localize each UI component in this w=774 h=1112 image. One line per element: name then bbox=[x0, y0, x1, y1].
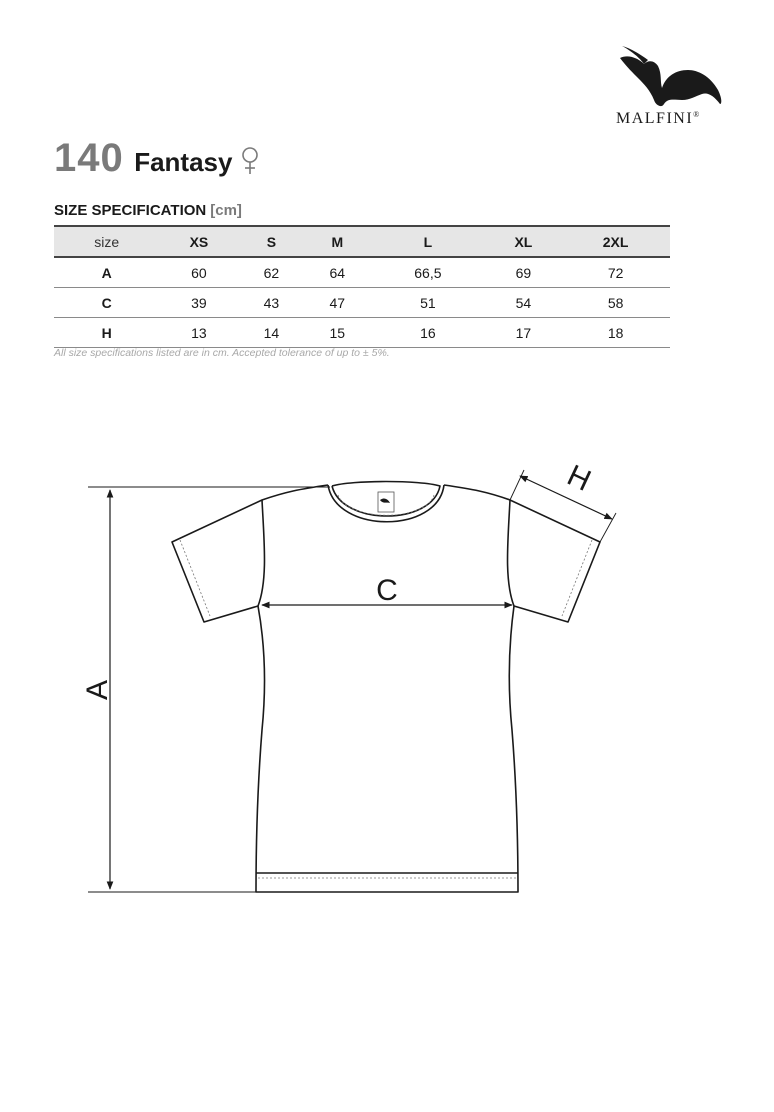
size-header-cell: S bbox=[266, 233, 277, 250]
neck-label-icon bbox=[378, 492, 394, 512]
female-symbol-icon bbox=[241, 147, 259, 180]
table-cell: 39 bbox=[191, 294, 207, 311]
row-label: H bbox=[101, 324, 112, 341]
table-row bbox=[54, 288, 670, 318]
stitching-lines bbox=[180, 495, 592, 878]
table-cell: 15 bbox=[329, 324, 346, 341]
table-cell: 16 bbox=[420, 324, 436, 341]
dimension-c-label: C bbox=[376, 574, 398, 607]
spec-heading: SIZE SPECIFICATION [cm] bbox=[54, 202, 242, 219]
table-row bbox=[54, 257, 670, 288]
table-cell: 17 bbox=[515, 324, 532, 341]
row-label: C bbox=[101, 294, 112, 311]
table-cell: 14 bbox=[263, 324, 280, 341]
size-header-cell: 2XL bbox=[602, 233, 629, 250]
table-cell: 69 bbox=[515, 264, 532, 281]
table-cell: 43 bbox=[263, 294, 280, 311]
size-table bbox=[54, 225, 670, 348]
size-header-label: size bbox=[94, 233, 120, 250]
dimension-h-label: H bbox=[562, 458, 596, 498]
table-cell: 62 bbox=[263, 264, 280, 281]
tolerance-note: All size specifications listed are in cm. Accepted tolerance of up to ± 5%. bbox=[54, 347, 390, 359]
tshirt-diagram bbox=[0, 440, 774, 910]
product-code: 140 bbox=[54, 136, 124, 180]
table-cell: 47 bbox=[329, 294, 346, 311]
size-header-cell: L bbox=[423, 233, 433, 250]
table-cell: 54 bbox=[515, 294, 532, 311]
dimension-a-label: A bbox=[81, 679, 114, 701]
table-cell: 58 bbox=[607, 294, 624, 311]
table-cell: 13 bbox=[191, 324, 207, 341]
eagle-logo-icon bbox=[618, 44, 724, 108]
tshirt-outline bbox=[172, 482, 600, 893]
brand-name: MALFINI® bbox=[616, 110, 701, 127]
dimension-c bbox=[262, 574, 512, 607]
spec-unit: [cm] bbox=[210, 202, 242, 219]
size-header-row bbox=[54, 226, 670, 257]
table-cell: 18 bbox=[607, 324, 624, 341]
product-title bbox=[54, 136, 259, 186]
table-cell: 66,5 bbox=[414, 264, 442, 281]
dimension-h bbox=[510, 459, 616, 542]
size-header-cell: M bbox=[331, 233, 344, 250]
size-header-cell: XS bbox=[189, 233, 209, 250]
table-cell: 64 bbox=[329, 264, 346, 281]
table-cell: 51 bbox=[420, 294, 436, 311]
row-label: A bbox=[101, 264, 112, 281]
table-row bbox=[54, 318, 670, 348]
table-cell: 72 bbox=[607, 264, 624, 281]
product-name: Fantasy bbox=[134, 147, 233, 177]
table-cell: 60 bbox=[191, 264, 207, 281]
malfini-logo bbox=[612, 44, 730, 134]
size-header-cell: XL bbox=[514, 233, 533, 250]
dimension-a bbox=[81, 487, 330, 892]
